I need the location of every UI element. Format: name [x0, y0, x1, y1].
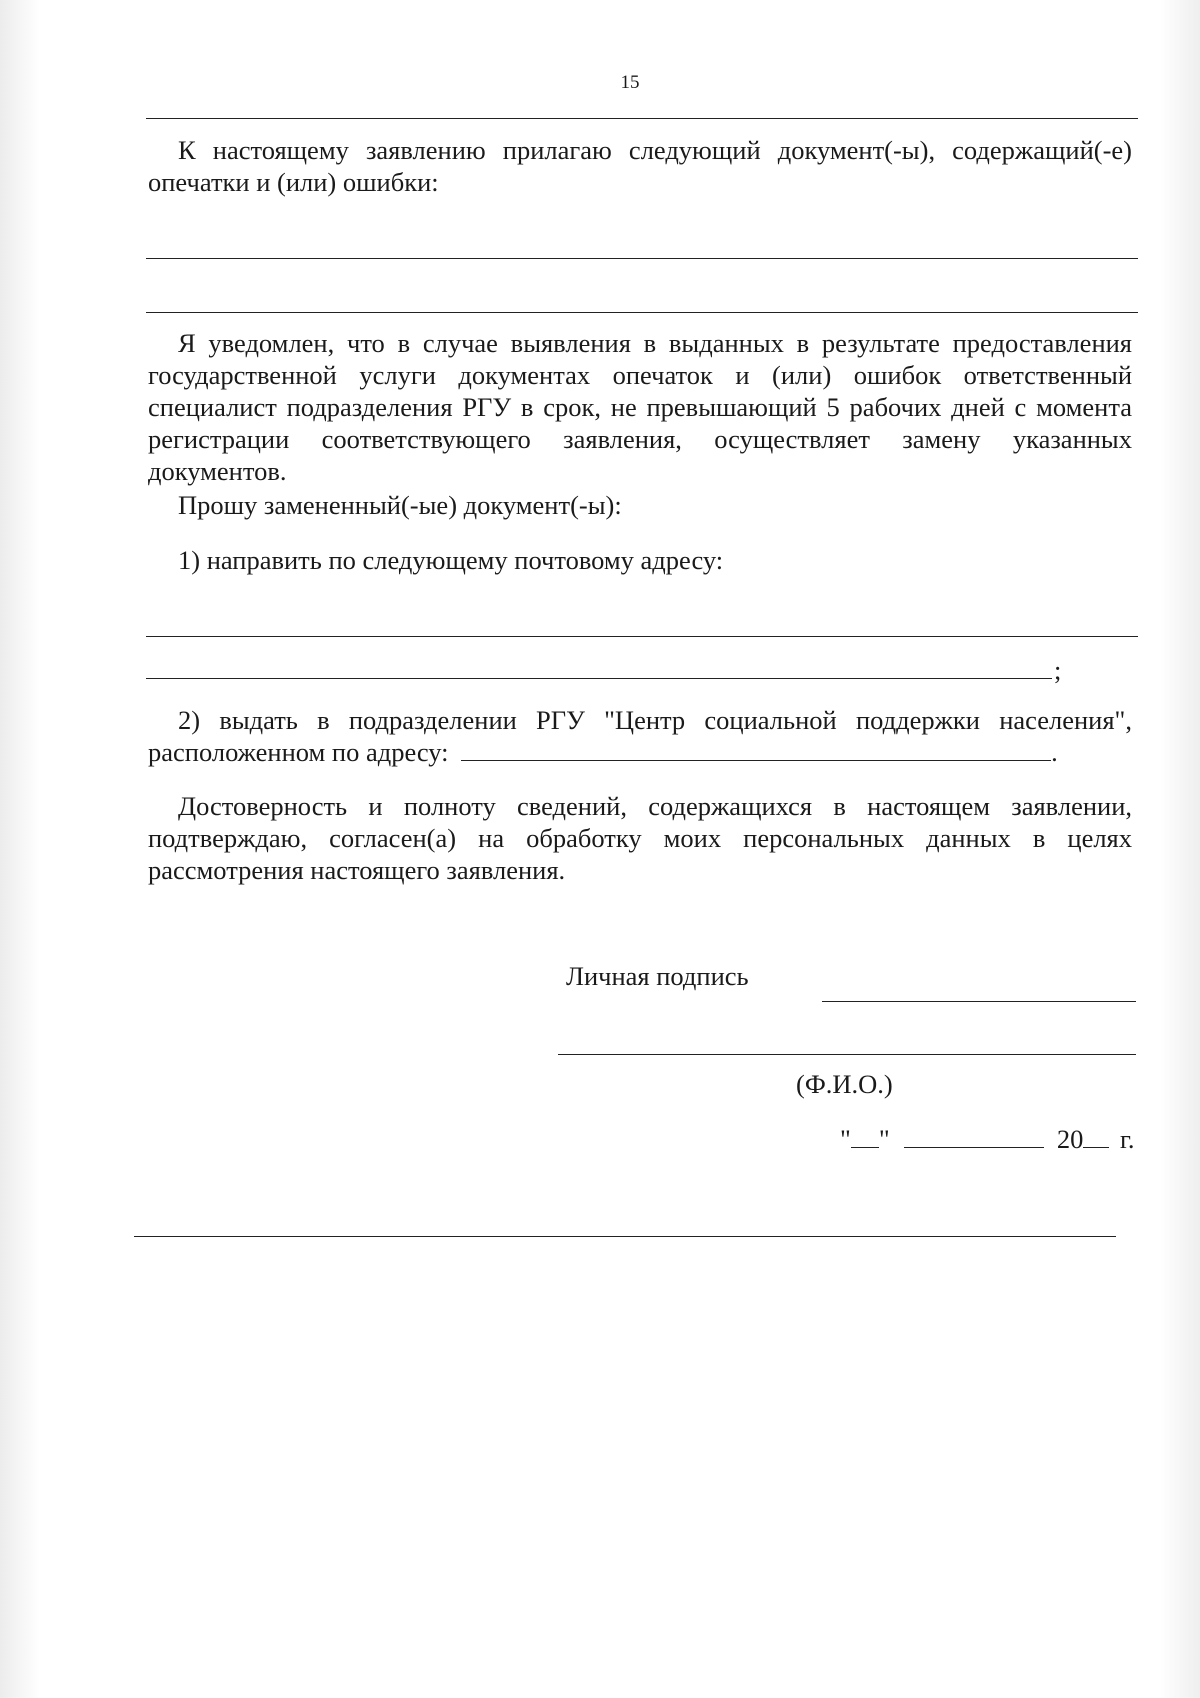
option-2-issue-line-1 [148, 704, 1132, 736]
attachment-blank-line-2[interactable] [146, 312, 1138, 313]
date-year-suffix: г. [1120, 1124, 1135, 1154]
option-1-mail-address: 1) направить по следующему почтовому адресу: [178, 545, 724, 575]
date-year-field[interactable] [1083, 1125, 1109, 1148]
date-month-field[interactable] [904, 1125, 1044, 1148]
footer-rule [134, 1236, 1116, 1237]
date-quote-open: " [840, 1124, 851, 1154]
postal-address-end-mark: ; [1054, 655, 1062, 685]
option-2-text: 2) выдать в подразделении РГУ "Центр социальной поддержки населения", [178, 705, 1132, 735]
postal-address-line-1[interactable] [146, 636, 1138, 637]
option-2-address-label: расположенном по адресу: [148, 737, 449, 767]
date-day-field[interactable] [851, 1125, 879, 1148]
option-2-end-mark: . [1051, 737, 1058, 767]
fio-line[interactable] [558, 1054, 1136, 1055]
issue-address-field[interactable] [461, 738, 1051, 761]
scan-shadow-left [0, 0, 40, 1698]
date-quote-close: " [878, 1124, 890, 1154]
postal-address-line-2[interactable] [146, 678, 1052, 679]
fio-label: (Ф.И.О.) [796, 1069, 893, 1099]
request-line: Прошу замененный(-ые) документ(-ы): [178, 490, 622, 520]
signature-line[interactable] [822, 1001, 1136, 1002]
date-year-prefix: 20 [1056, 1124, 1084, 1154]
date-row [840, 1123, 1135, 1155]
signature-label: Личная подпись [566, 961, 749, 991]
page-number: 15 [620, 72, 640, 93]
header-rule [146, 118, 1138, 119]
notice-paragraph: Я уведомлен, что в случае выявления в выданных в результате предоставления государственной услуги документах опечаток и (или) ошибок ответственный специалист подразделения РГУ в срок, не превышающий 5 рабочих дней с момента регистрации соответствующего заявления, осуществляет замену указанных документов. [148, 328, 1132, 486]
scan-shadow-right [1160, 0, 1200, 1698]
option-2-issue-line-2 [148, 736, 1058, 768]
attachment-paragraph: К настоящему заявлению прилагаю следующий документ(-ы), содержащий(-е) опечатки и (или) ошибки: [148, 135, 1132, 197]
consent-paragraph: Достоверность и полноту сведений, содержащихся в настоящем заявлении, подтверждаю, согласен(а) на обработку моих персональных данных в целях рассмотрения настоящего заявления. [148, 791, 1132, 885]
attachment-blank-line-1[interactable] [146, 258, 1138, 259]
